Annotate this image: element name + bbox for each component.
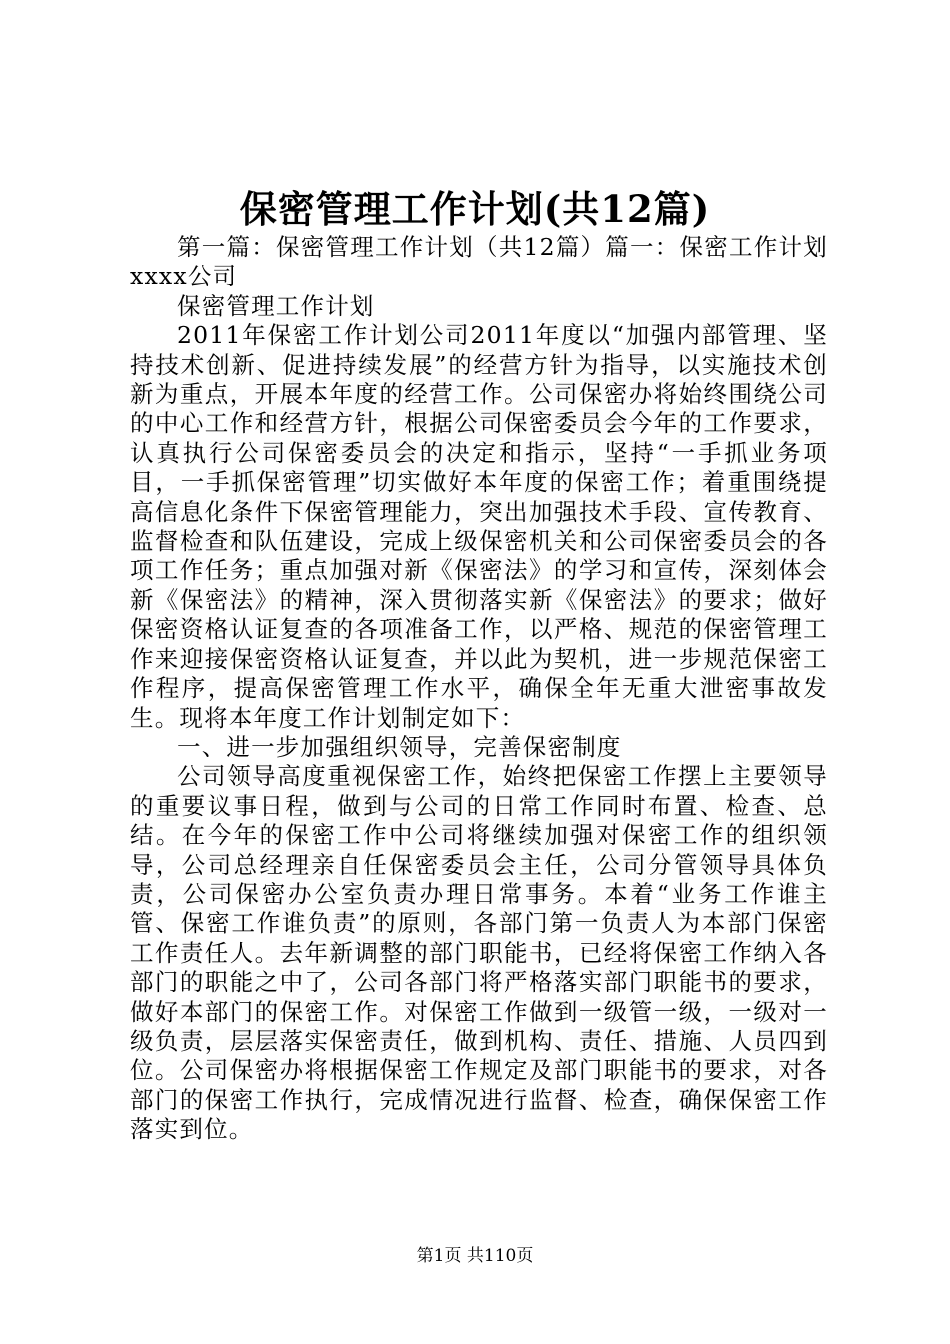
paragraph-heading-line: 第一篇：保密管理工作计划（共12篇）篇一：保密工作计划xxxx公司 bbox=[130, 233, 828, 291]
document-title: 保密管理工作计划(共12篇) bbox=[239, 187, 711, 231]
paragraph-subtitle: 保密管理工作计划 bbox=[177, 291, 375, 320]
paragraph-intro: 2011年保密工作计划公司2011年度以“加强内部管理、坚持技术创新、促进持续发展”的经营方针为指导，以实施技术创新为重点，开展本年度的经营工作。公司保密办将始终围绕公司的中心工作和经营方针，根据公司保密委员会今年的工作要求，认真执行公司保密委员会的决定和指示，坚持“一手抓业务项目，一手抓保密管理”切实做好本年度的保密工作；着重围绕提高信息化条件下保密管理能力，突出加强技术手段、宣传教育、监督检查和队伍建设，完成上级保密机关和公司保密委员会的各项工作任务；重点加强对新《保密法》的学习和宣传，深刻体会新《保密法》的精神，深入贯彻落实新《保密法》的要求；做好保密资格认证复查的各项准备工作，以严格、规范的保密管理工作来迎接保密资格认证复查，并以此为契机，进一步规范保密工作程序，提高保密管理工作水平，确保全年无重大泄密事故发生。现将本年度工作计划制定如下： bbox=[130, 321, 828, 732]
document-body bbox=[130, 233, 828, 1145]
section-heading: 一、进一步加强组织领导，完善保密制度 bbox=[177, 732, 622, 761]
paragraph-section-body: 公司领导高度重视保密工作，始终把保密工作摆上主要领导的重要议事日程，做到与公司的日常工作同时布置、检查、总结。在今年的保密工作中公司将继续加强对保密工作的组织领导，公司总经理亲自任保密委员会主任，公司分管领导具体负责，公司保密办公室负责办理日常事务。本着“业务工作谁主管、保密工作谁负责”的原则，各部门第一负责人为本部门保密工作责任人。去年新调整的部门职能书，已经将保密工作纳入各部门的职能之中了，公司各部门将严格落实部门职能书的要求，做好本部门的保密工作。对保密工作做到一级管一级，一级对一级负责，层层落实保密责任，做到机构、责任、措施、人员四到位。公司保密办将根据保密工作规定及部门职能书的要求，对各部门的保密工作执行，完成情况进行监督、检查，确保保密工作落实到位。 bbox=[130, 762, 828, 1144]
page-footer: 第1页 共110页 bbox=[416, 1246, 534, 1266]
